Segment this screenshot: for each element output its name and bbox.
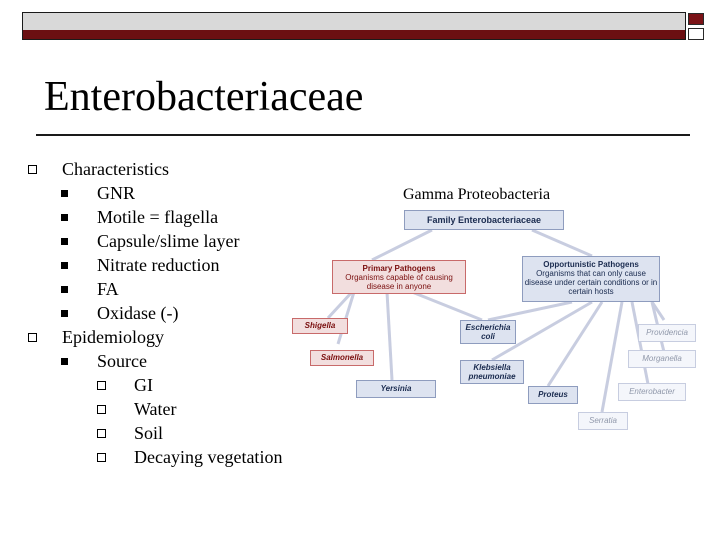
node-primary-pathogens-desc: Organisms capable of causing disease in anyone [345,273,453,291]
node-providencia: Providencia [638,324,696,342]
bullet-text: GNR [97,183,136,203]
connector-opp-proteus [548,302,602,386]
hollow-square-bullet-icon [97,429,106,438]
connector-primary-yersinia [387,292,392,380]
connector-opp-enterobacter [632,302,648,384]
bullet-text: Motile = flagella [97,207,219,227]
filled-square-bullet-icon [61,238,68,245]
slide-title: Enterobacteriaceae [44,74,364,120]
hollow-square-bullet-icon [97,381,106,390]
node-primary-pathogens [332,260,466,294]
filled-square-bullet-icon [61,190,68,197]
node-morganella: Morganella [628,350,696,368]
corner-block-red [688,13,704,25]
filled-square-bullet-icon [61,262,68,269]
bullet-text: Decaying vegetation [134,447,283,467]
enterobacteriaceae-diagram [292,208,700,434]
bullet-text: Epidemiology [62,327,164,347]
node-escherichia-coli: Escherichia coli [460,320,516,344]
header-bar [22,12,686,40]
bullet-text: Nitrate reduction [97,255,220,275]
node-opportunistic-pathogens-title: Opportunistic Pathogens [543,260,639,269]
node-yersinia: Yersinia [356,380,436,398]
connector-primary-ecoli [412,292,482,320]
node-klebsiella-pneumoniae: Klebsiella pneumoniae [460,360,524,384]
bullet-text: Oxidase (-) [97,303,179,323]
hollow-square-bullet-icon [97,405,106,414]
hollow-square-bullet-icon [97,453,106,462]
bullet-text: GI [134,375,153,395]
connector-family-primary [372,230,432,260]
node-serratia: Serratia [578,412,628,430]
bullet-text: Capsule/slime layer [97,231,240,251]
filled-square-bullet-icon [61,310,68,317]
connector-opp-ecoli [488,302,572,320]
node-proteus: Proteus [528,386,578,404]
filled-square-bullet-icon [61,286,68,293]
connector-family-opportunistic [532,230,592,256]
bullet-text: Characteristics [62,159,169,179]
bullet-text: Soil [134,423,164,443]
corner-block-white [688,28,704,40]
filled-square-bullet-icon [61,214,68,221]
figure-caption: Gamma Proteobacteria [403,186,551,203]
node-opportunistic-pathogens [522,256,660,302]
node-enterobacter: Enterobacter [618,383,686,401]
node-family-enterobacteriaceae: Family Enterobacteriaceae [404,210,564,230]
bullet-text: Water [134,399,177,419]
node-primary-pathogens-title: Primary Pathogens [362,264,436,273]
header-accent-stripe [23,30,685,39]
node-opportunistic-pathogens-desc: Organisms that can only cause disease under certain conditions or in certain hosts [524,269,658,296]
hollow-square-bullet-icon [28,165,37,174]
bullet-text: Source [97,351,147,371]
node-shigella: Shigella [292,318,348,334]
node-salmonella: Salmonella [310,350,374,366]
title-rule [36,134,690,136]
hollow-square-bullet-icon [28,333,37,342]
filled-square-bullet-icon [61,358,68,365]
bullet-text: FA [97,279,119,299]
